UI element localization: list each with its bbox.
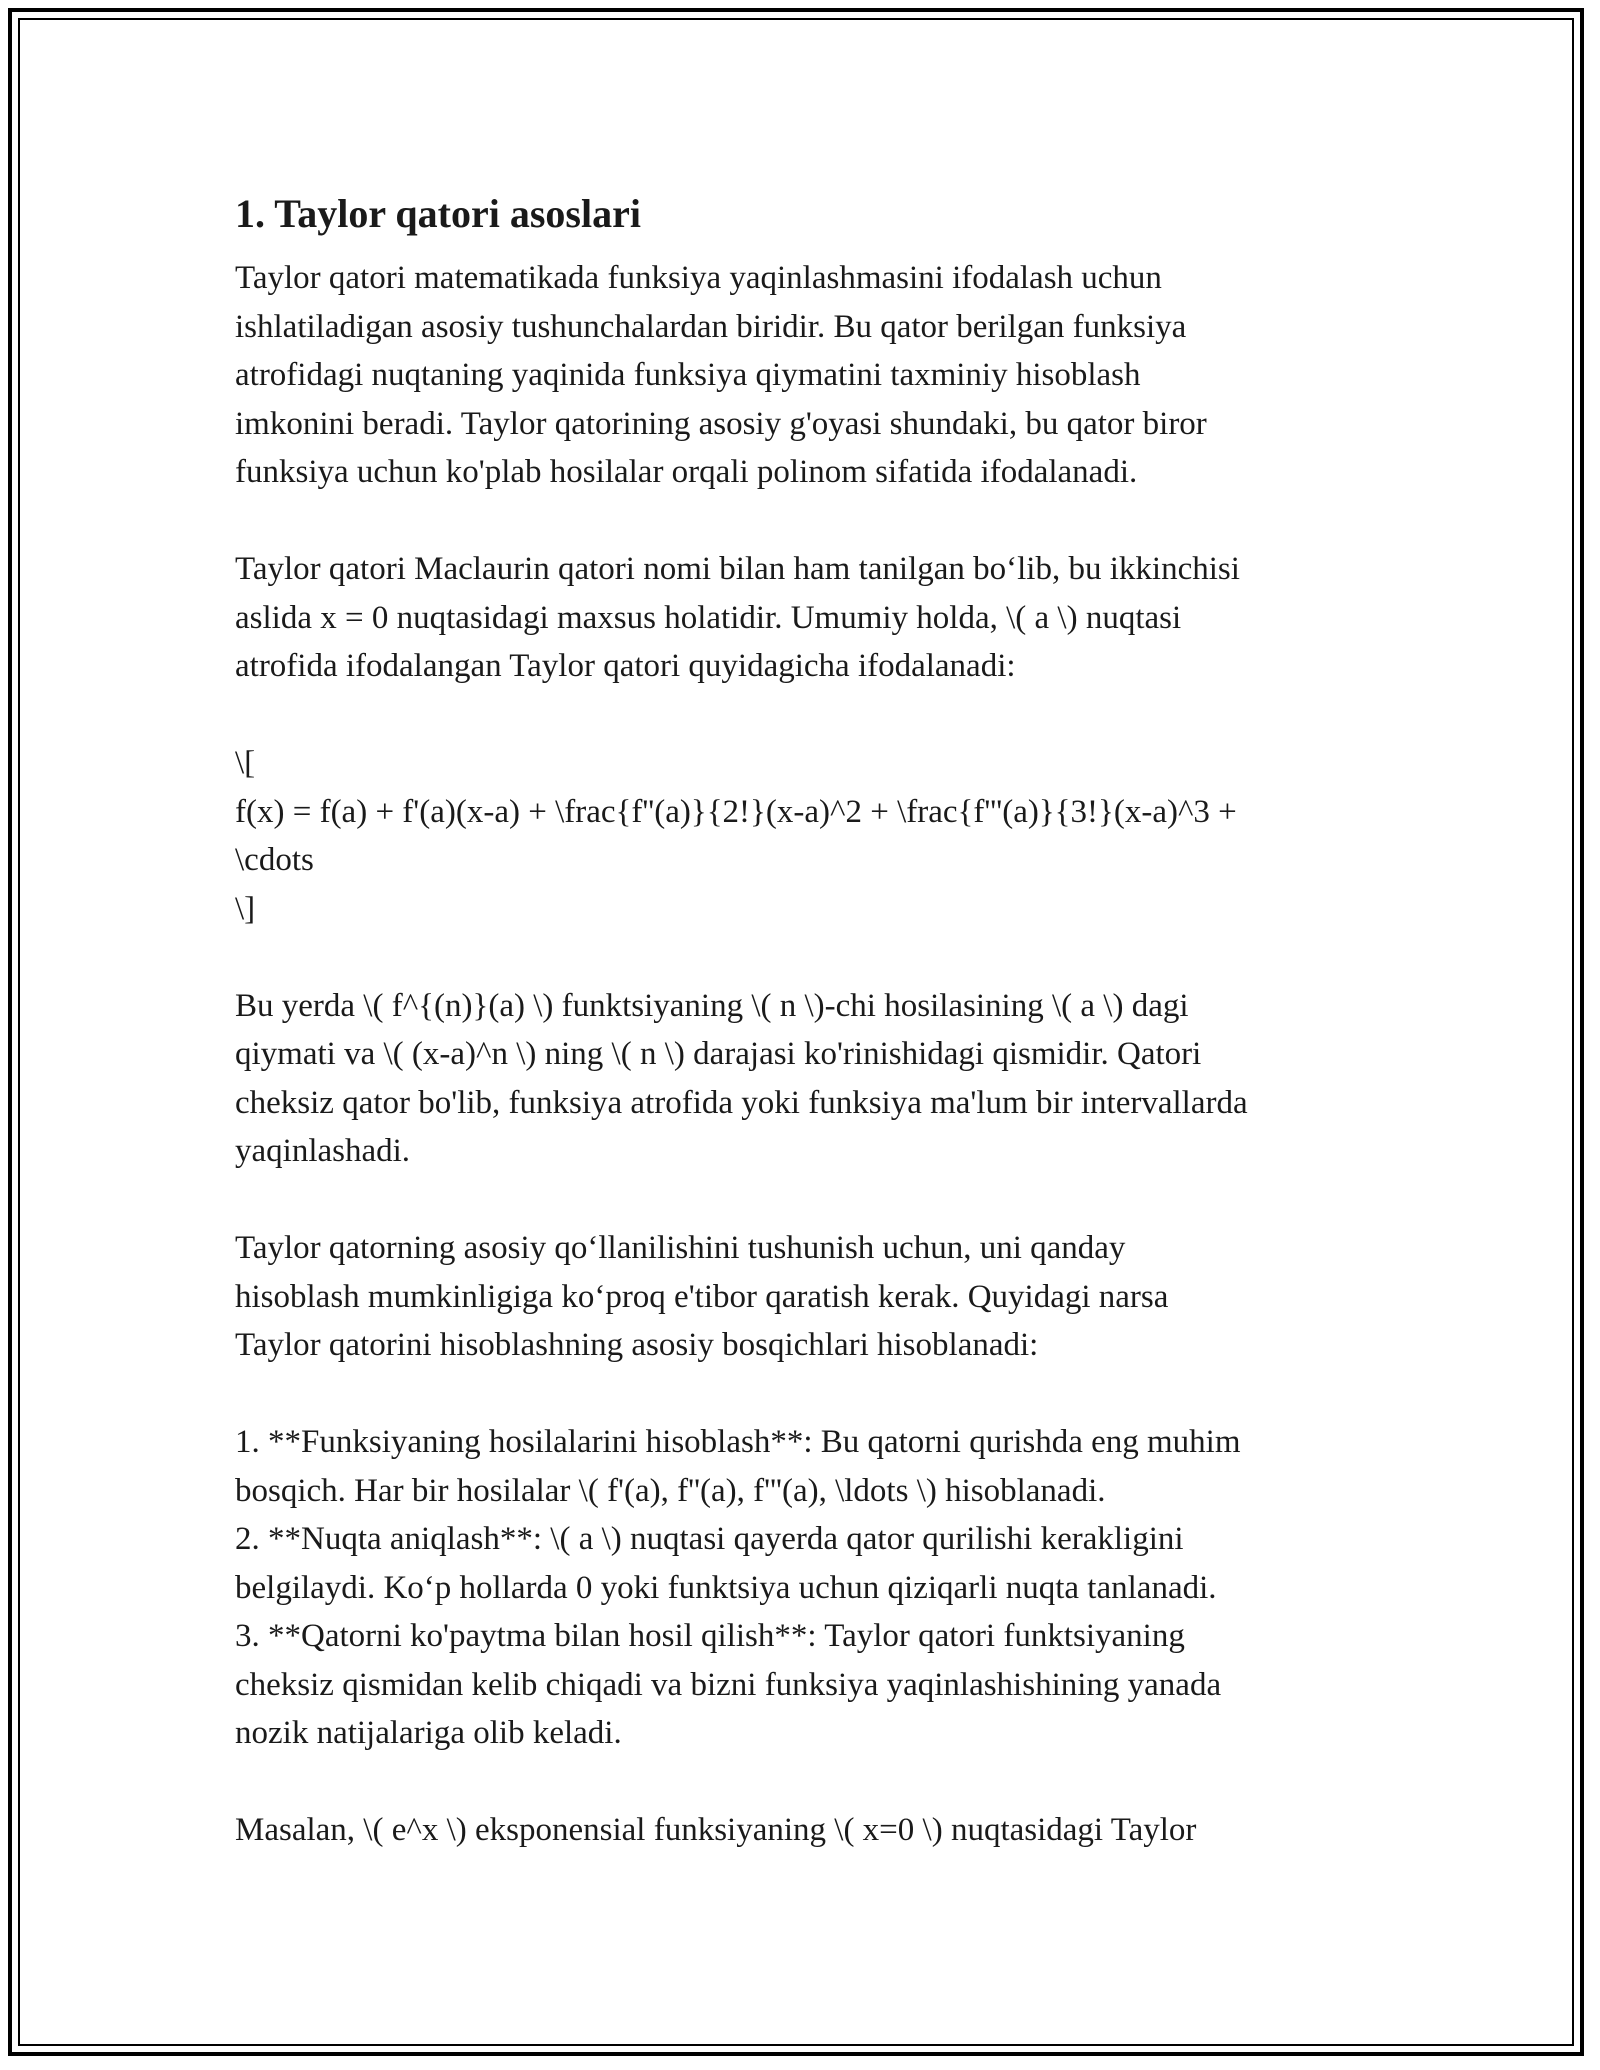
document-body xyxy=(235,186,1375,1903)
formula-taylor-series: \[ f(x) = f(a) + f'(a)(x-a) + \frac{f''(a)}{2!}(x-a)^2 + \frac{f'''(a)}{3!}(x-a)^3 + \cdots \] xyxy=(235,745,1237,927)
section-heading: 1. Taylor qatori asoslari xyxy=(235,191,641,236)
paragraph-application: Taylor qatorning asosiy qo‘llanilishini tushunish uchun, uni qanday hisoblash mumkinligiga ko‘proq e'tibor qaratish kerak. Quyidagi narsa Taylor qatorini hisoblashning asosiy bosqichlari hisoblanadi: xyxy=(235,1230,1169,1363)
paragraph-example: Masalan, \( e^x \) eksponensial funksiyaning \( x=0 \) nuqtasidagi Taylor xyxy=(235,1812,1197,1848)
paragraph-intro: Taylor qatori matematikada funksiya yaqinlashmasini ifodalash uchun ishlatiladigan asosiy tushunchalardan biridir. Bu qator berilgan funksiya atrofidagi nuqtaning yaqinida funksiya qiymatini taxminiy hisoblash imkonini beradi. Taylor qatorining asosiy g'oyasi shundaki, bu qator biror funksiya uchun ko'plab hosilalar orqali polinom sifatida ifodalanadi. xyxy=(235,260,1207,490)
list-steps: 1. **Funksiyaning hosilalarini hisoblash**: Bu qatorni qurishda eng muhim bosqich. Har bir hosilalar \( f'(a), f''(a), f'''(a), \ldots \) hisoblanadi. 2. **Nuqta aniqlash**: \( a \) nuqtasi qayerda qator qurilishi kerakligini belgilaydi. Ko‘p hollarda 0 yoki funktsiya uchun qiziqarli nuqta tanlanadi. 3. **Qatorni ko'paytma bilan hosil qilish**: Taylor qatori funktsiyaning cheksiz qismidan kelib chiqadi va bizni funksiya yaqinlashishining yanada nozik natijalariga olib keladi. xyxy=(235,1424,1241,1751)
paragraph-explanation: Bu yerda \( f^{(n)}(a) \) funktsiyaning \( n \)-chi hosilasining \( a \) dagi qiymati va \( (x-a)^n \) ning \( n \) darajasi ko'rinishidagi qismidir. Qatori cheksiz qator bo'lib, funksiya atrofida yoki funksiya ma'lum bir intervallarda yaqinlashadi. xyxy=(235,987,1248,1169)
paragraph-maclaurin: Taylor qatori Maclaurin qatori nomi bilan ham tanilgan bo‘lib, bu ikkinchisi aslida x = 0 nuqtasidagi maxsus holatidir. Umumiy holda, \( a \) nuqtasi atrofida ifodalangan Taylor qatori quyidagicha ifodalanadi: xyxy=(235,551,1240,684)
